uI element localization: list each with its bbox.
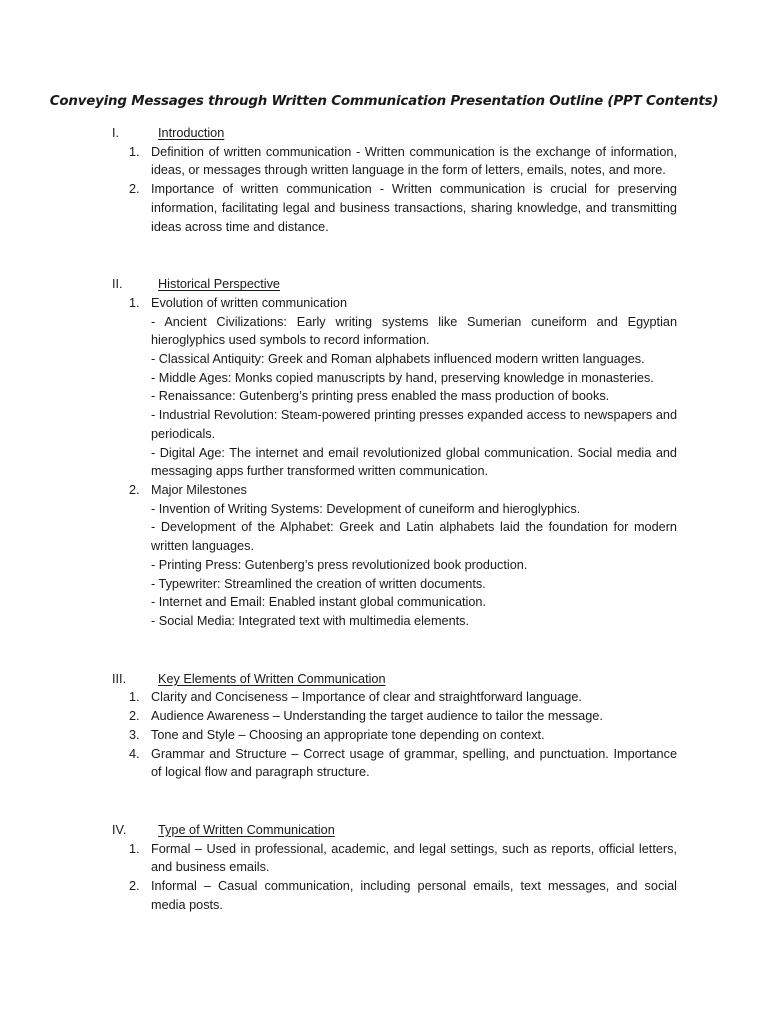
- sub-point: - Printing Press: Gutenberg’s press revolutionized book production.: [151, 557, 528, 572]
- sub-point: - Development of the Alphabet: Greek and Latin alphabets laid the foundation for modern written languages.: [151, 520, 677, 554]
- list-item: [0, 745, 677, 782]
- item-text: Clarity and Conciseness – Importance of clear and straightforward language.: [151, 690, 582, 705]
- section-heading: [0, 124, 768, 143]
- section-title: Key Elements of Written Communication: [158, 671, 386, 686]
- list-item: [0, 840, 677, 877]
- item-number: 3.: [129, 727, 140, 742]
- section-heading: [0, 821, 768, 840]
- list-item: [0, 294, 677, 481]
- section-key-elements: [0, 670, 768, 782]
- list-item: [0, 726, 677, 745]
- item-number: 2.: [129, 483, 140, 497]
- sub-point: - Classical Antiquity: Greek and Roman alphabets influenced modern written languages.: [151, 352, 645, 367]
- list-item: [0, 707, 677, 726]
- item-text: Grammar and Structure – Correct usage of grammar, spelling, and punctuation. Importance of logical flow and paragraph structure.: [151, 746, 677, 780]
- item-text: Formal – Used in professional, academic, and legal settings, such as reports, official letters, and business emails.: [151, 841, 677, 875]
- section-title: Introduction: [158, 126, 225, 140]
- item-list: [0, 840, 768, 915]
- item-list: [0, 143, 768, 237]
- list-item: [0, 180, 677, 236]
- section-title: Type of Written Communication: [158, 822, 335, 837]
- section-numeral: II.: [112, 277, 123, 292]
- sub-point: - Internet and Email: Enabled instant global communication.: [151, 595, 486, 610]
- sub-point: - Renaissance: Gutenberg’s printing press enabled the mass production of books.: [151, 389, 610, 404]
- item-list: [0, 688, 768, 782]
- sub-point: - Digital Age: The internet and email revolutionized global communication. Social media and messaging apps further transformed written communication.: [151, 445, 677, 479]
- list-item: [0, 877, 677, 914]
- item-text: Evolution of written communication: [151, 295, 348, 310]
- item-text: Major Milestones: [151, 483, 247, 497]
- item-text: Audience Awareness – Understanding the target audience to tailor the message.: [151, 709, 603, 724]
- section-numeral: III.: [112, 671, 127, 686]
- sub-point: - Industrial Revolution: Steam-powered printing presses expanded access to newspapers and periodicals.: [151, 408, 677, 441]
- list-item: [0, 688, 677, 707]
- item-number: 1.: [129, 690, 140, 705]
- section-heading: [0, 275, 768, 294]
- item-number: 2.: [129, 879, 140, 894]
- section-spacer: [0, 782, 768, 819]
- section-types: [0, 821, 768, 915]
- sub-point: - Social Media: Integrated text with multimedia elements.: [151, 613, 470, 628]
- item-number: 1.: [129, 295, 140, 310]
- section-spacer: [0, 631, 768, 668]
- item-text: Tone and Style – Choosing an appropriate tone depending on context.: [151, 727, 545, 742]
- section-historical-perspective: [0, 275, 768, 630]
- section-introduction: [0, 124, 768, 236]
- sub-point: - Ancient Civilizations: Early writing systems like Sumerian cuneiform and Egyptian hieroglyphics used symbols to record information.: [151, 314, 677, 348]
- section-title: Historical Perspective: [158, 277, 280, 292]
- item-list: [0, 294, 768, 631]
- item-number: 2.: [129, 709, 140, 724]
- item-text: Importance of written communication - Written communication is crucial for preserving information, facilitating legal and business transactions, sharing knowledge, and transmitting ideas across time and distance.: [151, 182, 677, 234]
- sub-point: - Typewriter: Streamlined the creation of written documents.: [151, 576, 486, 591]
- item-number: 2.: [129, 182, 140, 197]
- sub-point: - Invention of Writing Systems: Development of cuneiform and hieroglyphics.: [151, 501, 581, 516]
- item-number: 4.: [129, 746, 140, 761]
- list-item: [0, 481, 677, 631]
- outline-content: [0, 124, 768, 914]
- section-heading: [0, 670, 768, 689]
- item-number: 1.: [129, 841, 140, 856]
- item-number: 1.: [129, 144, 140, 159]
- section-spacer: [0, 236, 768, 273]
- list-item: [0, 143, 677, 180]
- document-title: Conveying Messages through Written Communication Presentation Outline (PPT Contents): [49, 94, 719, 109]
- section-numeral: I.: [112, 126, 120, 140]
- item-text: Informal – Casual communication, including personal emails, text messages, and social media posts.: [151, 879, 677, 912]
- section-numeral: IV.: [112, 822, 127, 837]
- item-text: Definition of written communication - Written communication is the exchange of information, ideas, or messages through written language in the form of letters, emails, notes, and more.: [151, 144, 677, 178]
- sub-point: - Middle Ages: Monks copied manuscripts by hand, preserving knowledge in monasteries.: [151, 370, 654, 385]
